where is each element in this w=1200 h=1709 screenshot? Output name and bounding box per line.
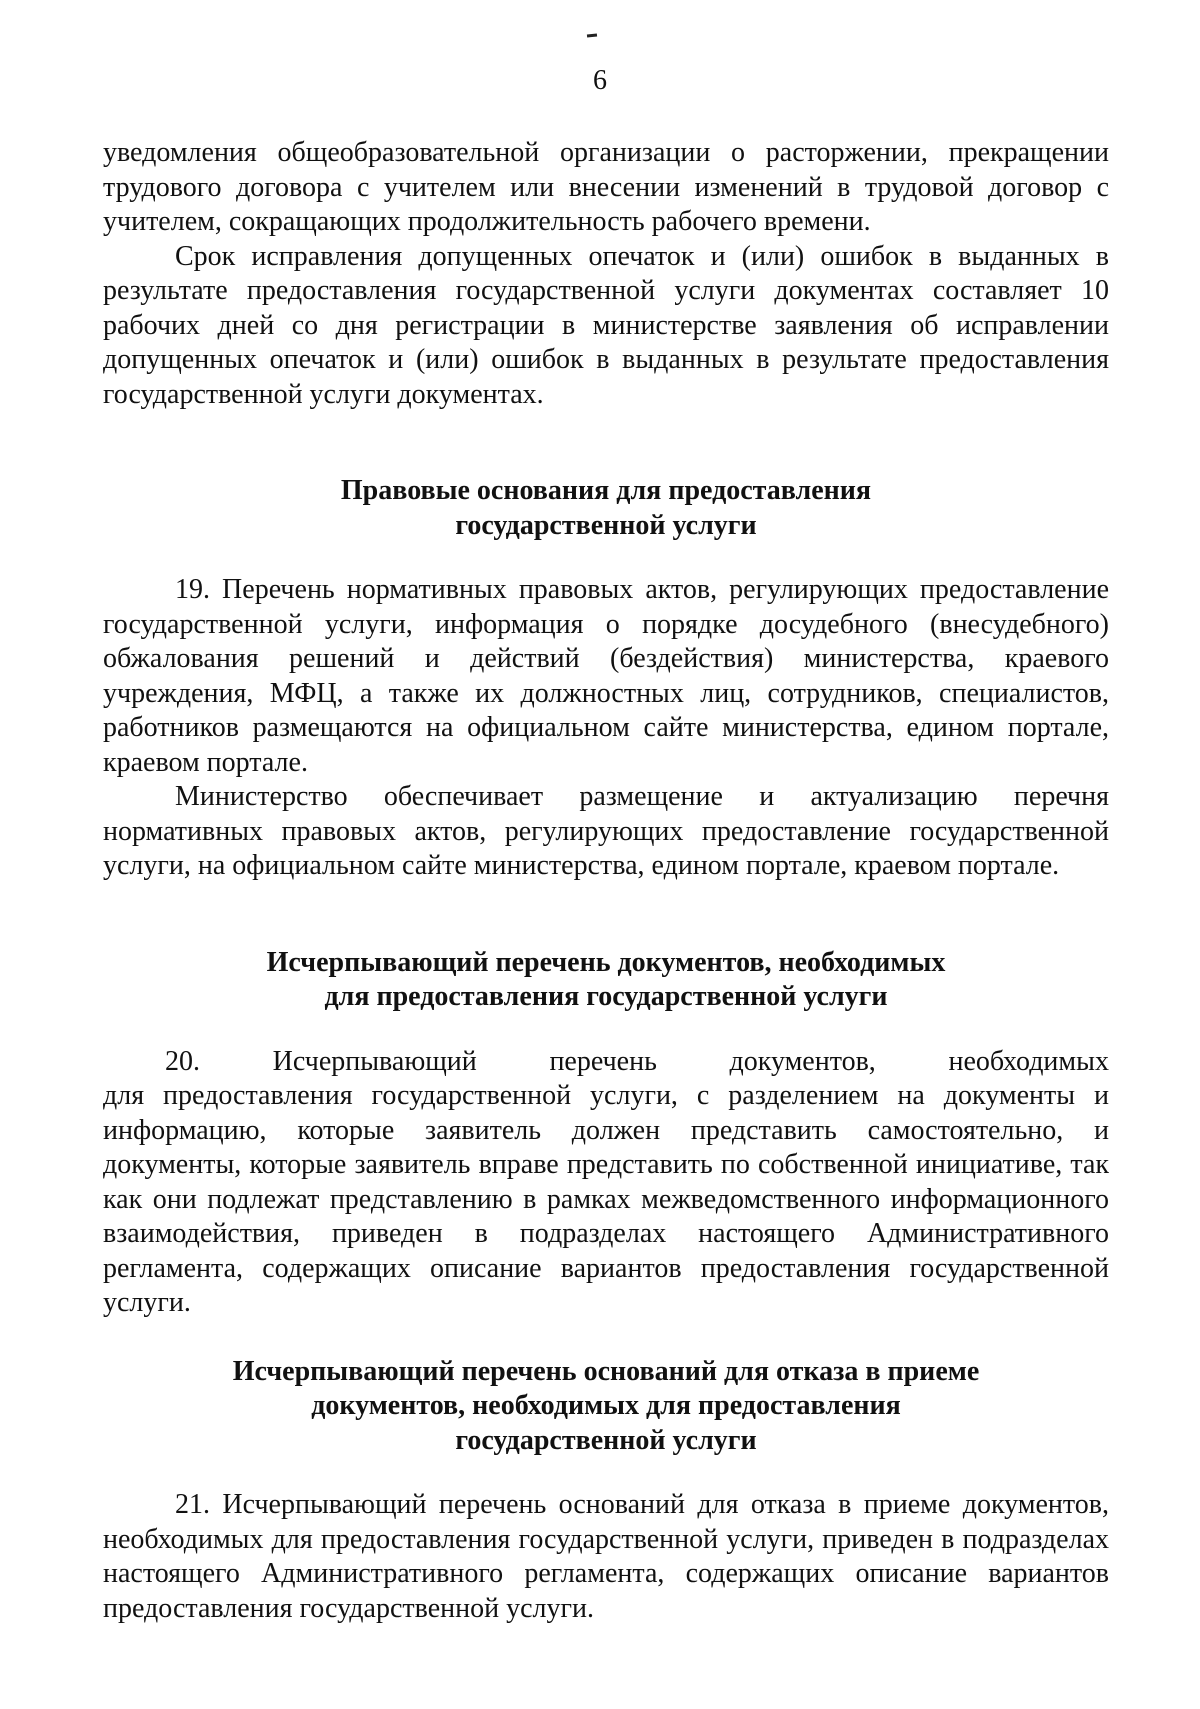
paragraph-body: для предоставления государственной услуги, с разделением на документы и информацию, которые заявитель должен представить самостоятельно, и документы, которые заявитель вправе представить по собственной инициативе, так как они подлежат представлению в рамках межведомственного информационного взаимодействия, приведен в подразделах настоящего Административного регламента, содержащих описание вариантов предоставления государственной услуги.: [103, 1080, 1109, 1318]
heading-line: для предоставления государственной услуги: [324, 981, 888, 1012]
heading-line: Правовые основания для предоставления: [340, 475, 872, 506]
heading-line: документов, необходимых для предоставления: [311, 1390, 901, 1421]
section-heading-refusal-grounds: [103, 1355, 1109, 1459]
page-number: 6: [593, 65, 607, 96]
document-body: [103, 136, 1109, 1626]
heading-line: государственной услуги: [455, 1424, 757, 1456]
paragraph-correction-term: Срок исправления допущенных опечаток и (или) ошибок в выданных в результате предоставления государственной услуги документах составляет 10 рабочих дней со дня регистрации в министерстве заявления об исправлении допущенных опечаток и (или) ошибок в выданных в результате предоставления государственной услуги документах.: [103, 240, 1109, 410]
word: необходимых: [948, 1045, 1109, 1077]
word: документов,: [729, 1045, 876, 1077]
paragraph-item-19: 19. Перечень нормативных правовых актов, регулирующих предоставление государственной услуги, информация о порядке досудебного (внесудебного) обжалования решений и действий (бездействия) министерства, краевого учреждения, МФЦ, а также их должностных лиц, сотрудников, специалистов, работников размещаются на официальном сайте министерства, едином портале, краевом портале.: [103, 574, 1109, 778]
word: Исчерпывающий: [272, 1045, 477, 1077]
paragraph-item-20: [103, 1045, 1109, 1321]
heading-line: государственной услуги: [455, 509, 757, 541]
paragraph-item-21: 21. Исчерпывающий перечень оснований для отказа в приеме документов, необходимых для предоставления государственной услуги, приведен в подразделах настоящего Административного регламента, содержащих описание вариантов предоставления государственной услуги.: [103, 1489, 1109, 1624]
section-heading-legal-basis: [103, 474, 1109, 543]
word: перечень: [549, 1045, 657, 1077]
scan-artifact-mark: [587, 33, 597, 37]
paragraph-ministry-updates: Министерство обеспечивает размещение и актуализацию перечня нормативных правовых актов, регулирующих предоставление государственной услуги, на официальном сайте министерства, едином портале, краевом портале.: [103, 781, 1109, 881]
section-heading-documents-list: [103, 946, 1109, 1015]
heading-line: Исчерпывающий перечень документов, необходимых: [266, 946, 946, 978]
paragraph-continuation: уведомления общеобразовательной организации о расторжении, прекращении трудового договора с учителем или внесении изменений в трудовой договор с учителем, сокращающих продолжительность рабочего времени.: [103, 137, 1109, 237]
paragraph-first-line: [103, 1045, 1109, 1080]
word: 20.: [165, 1045, 200, 1077]
heading-line: Исчерпывающий перечень оснований для отказа в приеме: [232, 1355, 980, 1387]
